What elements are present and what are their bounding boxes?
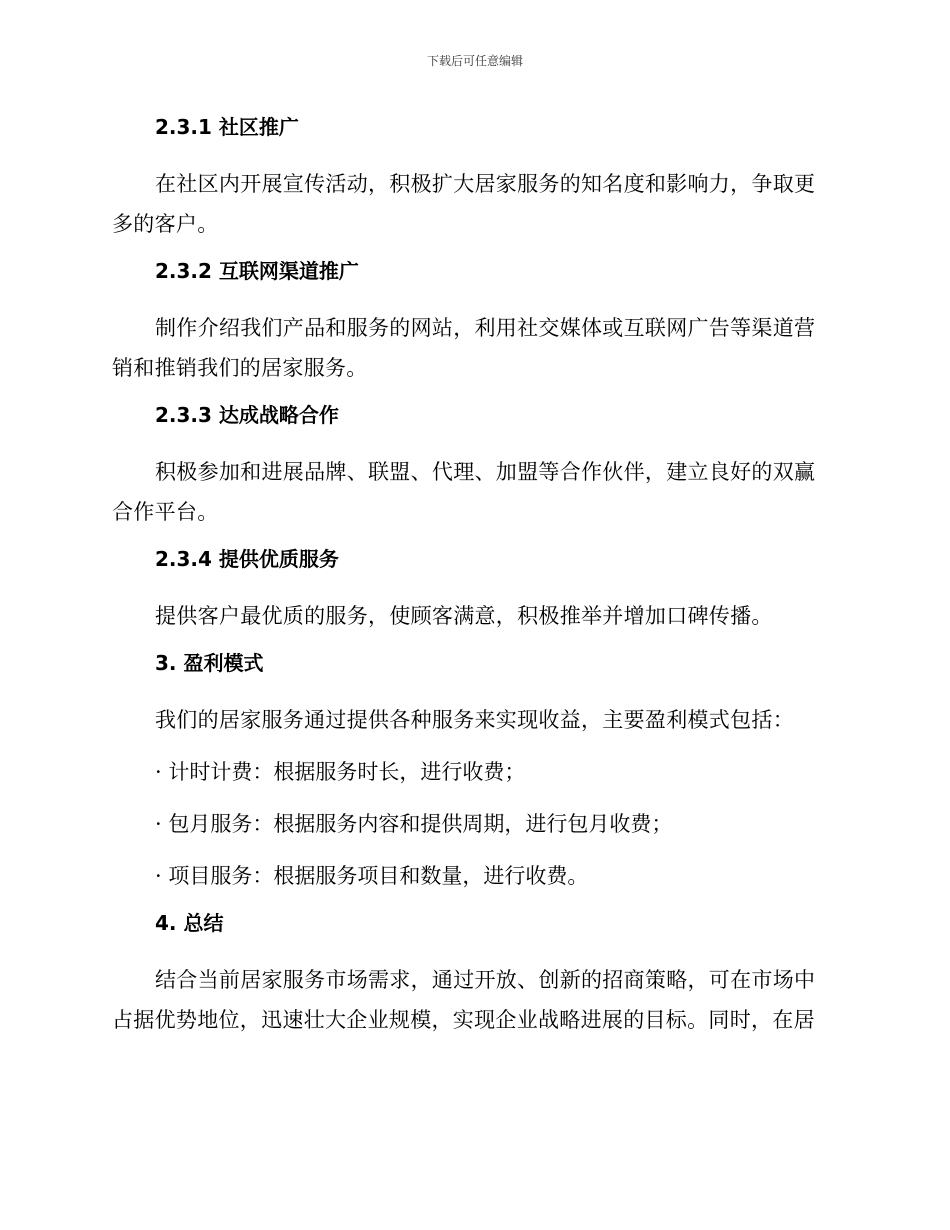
heading-2-3-4: 2.3.4 提供优质服务	[155, 547, 339, 571]
heading-4-summary: 4. 总结	[155, 911, 224, 935]
paragraph-3-profit-model: 我们的居家服务通过提供各种服务来实现收益，主要盈利模式包括：	[155, 708, 794, 732]
paragraph-2-3-3: 积极参加和进展品牌、联盟、代理、加盟等合作伙伴，建立良好的双赢合作平台。	[112, 460, 816, 524]
page-header: 下载后可任意编辑	[426, 54, 523, 68]
paragraph-2-3-1: 在社区内开展宣传活动，积极扩大居家服务的知名度和影响力，争取更多的客户。	[112, 172, 816, 236]
bullet-item-hourly: · 计时计费：根据服务时长，进行收费；	[155, 760, 526, 784]
paragraph-2-3-4: 提供客户最优质的服务，使顾客满意，积极推举并增加口碑传播。	[155, 604, 773, 628]
heading-2-3-2: 2.3.2 互联网渠道推广	[155, 259, 359, 283]
document-body	[112, 112, 832, 1040]
heading-2-3-1: 2.3.1 社区推广	[155, 115, 299, 139]
paragraph-4-summary: 结合当前居家服务市场需求，通过开放、创新的招商策略，可在市场中占据优势地位，迅速壮大企业规模，实现企业战略进展的目标。同时，在居	[112, 968, 816, 1032]
paragraph-2-3-2: 制作介绍我们产品和服务的网站，利用社交媒体或互联网广告等渠道营销和推销我们的居家服务。	[112, 316, 816, 380]
bullet-item-monthly: · 包月服务：根据服务内容和提供周期，进行包月收费；	[155, 812, 673, 836]
heading-2-3-3: 2.3.3 达成战略合作	[155, 403, 339, 427]
bullet-item-project: · 项目服务：根据服务项目和数量，进行收费。	[155, 864, 589, 888]
heading-3-profit-model: 3. 盈利模式	[155, 651, 264, 675]
